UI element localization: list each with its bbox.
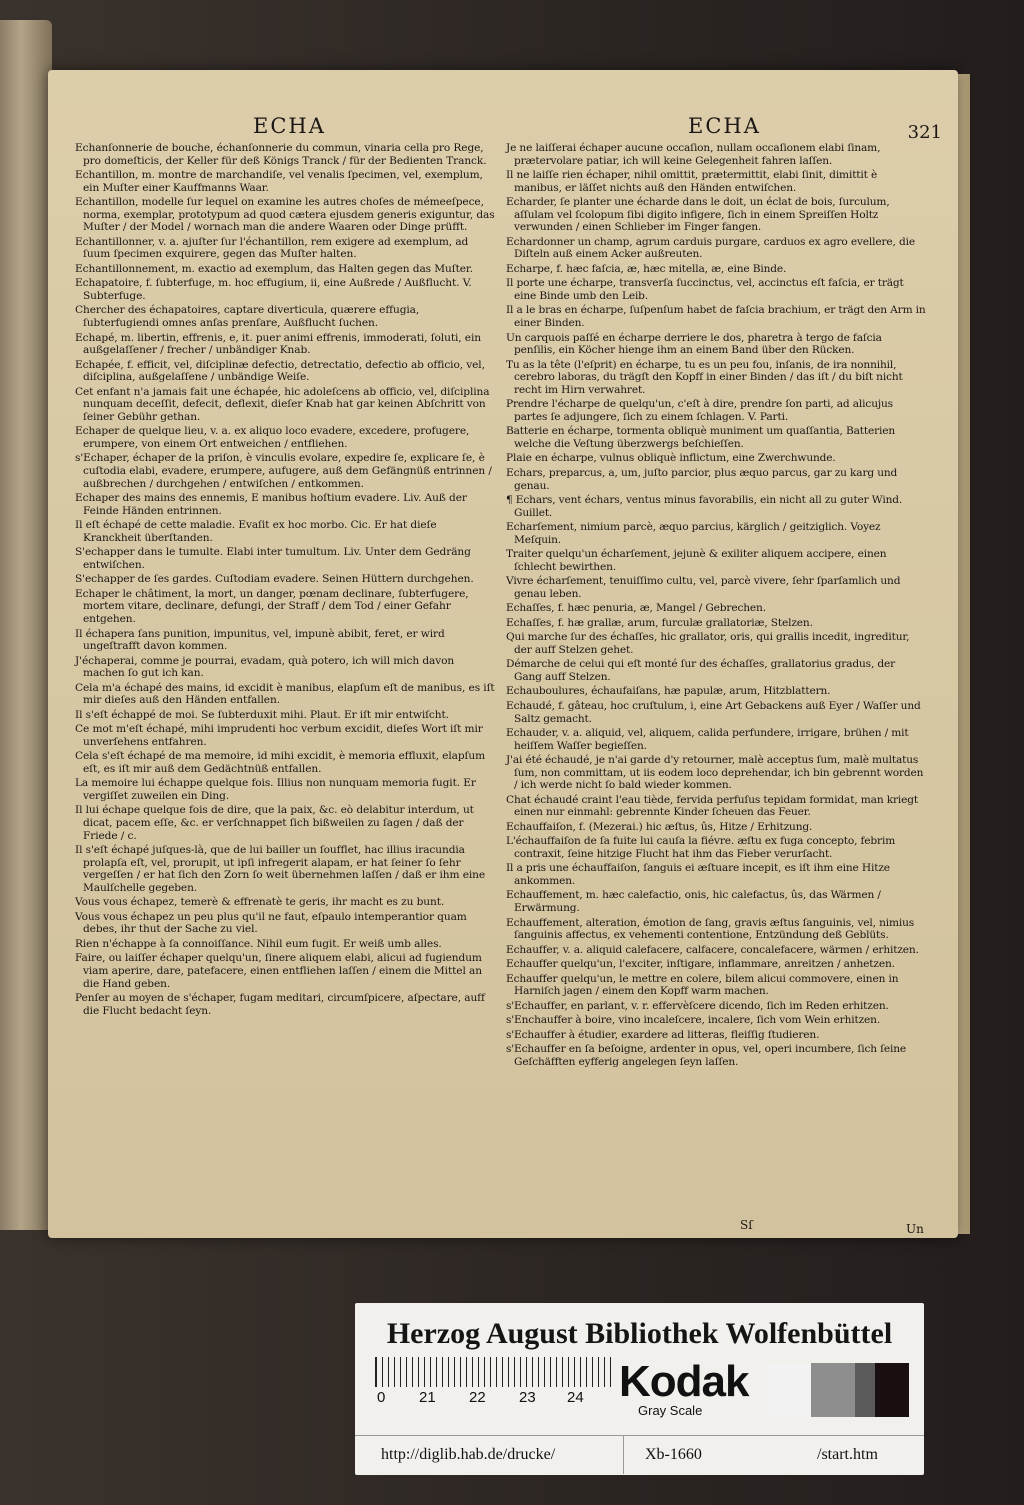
dictionary-entry: S'echapper de ſes gardes. Cuſtodiam evadere. Seinen Hüttern durchgehen. xyxy=(75,573,474,586)
dictionary-entry: Echaper le châtiment, la mort, un danger, pœnam declinare, ſubterfugere, mortem vitare, declinare, defungi, der Straff / dem Tod / einer Gefahr entgehen. xyxy=(75,587,469,626)
dictionary-entry: Cela s'eſt échapé de ma memoire, id mihi excidit, è memoria effluxit, elapſum eſt, es iſt mir auß dem Gedächtnüß entfallen. xyxy=(75,750,486,775)
divider xyxy=(623,1436,624,1474)
dictionary-entry: Il a le bras en écharpe, ſuſpenſum habet de faſcia brachium, er trägt den Arm in einer Binden. xyxy=(506,304,926,330)
start-page-url: /start.htm xyxy=(817,1446,878,1463)
dictionary-entry: Rien n'échappe à ſa connoiſſance. Nihil eum fugit. Er weiß umb alles. xyxy=(75,937,442,950)
catchword: Un xyxy=(906,1222,924,1236)
dictionary-entry: Je ne laiſſerai échaper aucune occaſion, nullam occaſionem elabi ſinam, prætervolare patiar, ich will keine Gelegenheit fahren laſſen. xyxy=(506,142,881,167)
dictionary-entry: Echapatoire, f. ſubterfuge, m. hoc effugium, ii, eine Außrede / Außflucht. V. Subterfuge. xyxy=(75,277,472,302)
gray-swatch-white xyxy=(767,1363,811,1417)
card-url-row xyxy=(355,1435,924,1474)
dictionary-entry: Echauffer quelqu'un, l'exciter, inſtigare, inflammare, anreitzen / anhetzen. xyxy=(506,958,895,971)
dictionary-entry: s'Echauffer, en parlant, v. r. effervèſcere dicendo, ſich im Reden erhitzen. xyxy=(506,999,889,1012)
dictionary-entry: Echaudé, f. gâteau, hoc cruſtulum, i, eine Art Gebackens auß Eyer / Waſſer und Saltz gemacht. xyxy=(506,699,921,725)
dictionary-entry: J'échaperai, comme je pourrai, evadam, quà potero, ich will mich davon machen ſo gut ich kan. xyxy=(75,654,455,680)
dictionary-entry: Penſer au moyen de s'échaper, fugam meditari, circumſpicere, aſpectare, auff die Flucht bedacht ſeyn. xyxy=(75,992,485,1017)
dictionary-entry: s'Echaper, échaper de la priſon, è vinculis evolare, expedire ſe, explicare ſe, è cuſtodia elabi, evadere, erumpere, aufugere, auß dem Gefängnüß entrinnen / außbrechen / durchgehen / entwiſchen / entkommen. xyxy=(75,452,492,490)
dictionary-entry: Il s'eſt échapé juſques-là, que de lui bailler un ſoufflet, hac illius iracundia prolapſa eſt, vel, prorupit, ut ipſi infregerit alapam, er hat ſeiner ſo ſehr vergeſſen / er hat ſich den Zorn ſo weit übernehmen laſſen / daß er ihm eine Maulſchelle gegeben. xyxy=(75,844,486,894)
dictionary-entry: Echauboulures, échaufaiſans, hæ papulæ, arum, Hitzblattern. xyxy=(506,685,831,698)
dictionary-entry: Echantillon, m. montre de marchandiſe, vel venalis ſpecimen, vel, exemplum, ein Muſter einer Kauffmanns Waar. xyxy=(75,169,483,194)
dictionary-entry: Echaper de quelque lieu, v. a. ex aliquo loco evadere, excedere, profugere, erumpere, von einem Ort entweichen / entfliehen. xyxy=(75,425,470,450)
dictionary-entry: Echaper des mains des ennemis, E manibus hoſtium evadere. Liv. Auß der Feinde Händen entrinnen. xyxy=(75,492,467,517)
running-header xyxy=(48,114,958,144)
dictionary-entry: J'ai été échaudé, je n'ai garde d'y retourner, malè acceptus ſum, malè multatus ſum, non committam, ut iis eodem loco deprehendar, ich bin gebrennt worden / ich werde nicht ſo bald wieder kommen. xyxy=(506,754,924,792)
gray-swatch-black xyxy=(875,1363,909,1417)
dictionary-entry: Echaſſes, f. hæc penuria, æ, Mangel / Gebrechen. xyxy=(506,602,766,615)
ruler-label: 21 xyxy=(419,1389,436,1406)
dictionary-entry: Echarſement, nimium parcè, æquo parcius, kärglich / geitziglich. Voyez Meſquin. xyxy=(506,521,881,546)
kodak-logo: Kodak xyxy=(619,1357,749,1406)
page-block-edge xyxy=(956,74,970,1234)
signature-mark: Sſ xyxy=(740,1218,753,1232)
gray-scale-label: Gray Scale xyxy=(638,1403,703,1418)
dictionary-entry: Prendre l'écharpe de quelqu'un, c'eſt à dire, prendre ſon parti, ad alicujus partes ſe adjungere, ſich zu einem ſchlagen. V. Parti. xyxy=(506,398,893,423)
dictionary-entry: Echantillonnement, m. exactio ad exemplum, das Halten gegen das Muſter. xyxy=(75,262,473,275)
dictionary-entry: Echantillon, modelle ſur lequel on examine les autres choſes de mémeeſpece, norma, exemplar, prototypum ad quod cætera ejusdem generis exiguntur, das Muſter / der Model / wornach man die andere Waaren oder Dinge prüfft. xyxy=(75,196,495,234)
left-column xyxy=(75,142,495,1019)
dictionary-entry: Il porte une écharpe, transverſa ſuccinctus, vel, accinctus eſt faſcia, er trägt eine Binde umb den Leib. xyxy=(506,277,904,302)
dictionary-entry: Vivre écharſement, tenuiſſimo cultu, vel, parcè vivere, ſehr ſparſamlich und genau leben. xyxy=(506,575,901,600)
ruler-label: 24 xyxy=(567,1389,584,1406)
dictionary-entry: Echarder, ſe planter une écharde dans le doit, un éclat de bois, ſurculum, aſſulam vel ſcolopum ſibi digito infigere, ſich in einem Spreiſſen Holtz verwunden / einen Schlieber im Finger fangen. xyxy=(506,196,890,234)
dictionary-entry: Echauffer quelqu'un, le mettre en colere, bilem alicui commovere, einen in Harniſch jagen / einem den Kopff warm machen. xyxy=(506,972,899,998)
color-calibration-card xyxy=(355,1303,924,1475)
dictionary-entry: Echauder, v. a. aliquid, vel, aliquem, calida perfundere, irrigare, brühen / mit heiſſem Waſſer begieſſen. xyxy=(506,727,909,752)
shelfmark: Xb-1660 xyxy=(645,1446,702,1463)
ruler-label: 22 xyxy=(469,1389,486,1406)
dictionary-entry: Echardonner un champ, agrum carduis purgare, carduos ex agro evellere, die Diſteln auß einem Acker außreuten. xyxy=(506,235,915,261)
dictionary-entry: Vous vous échapez, temerè & effrenatè te geris, ihr macht es zu bunt. xyxy=(75,896,445,909)
dictionary-entry: s'Enchauffer à boire, vino incaleſcere, incalere, ſich vom Wein erhitzen. xyxy=(506,1014,881,1027)
dictionary-entry: Echantillonner, v. a. ajuſter ſur l'échantillon, rem exigere ad exemplum, ad ſuum ſpecimen exquirere, gegen das Muſter halten. xyxy=(75,235,469,261)
dictionary-entry: Il lui échape quelque fois de dire, que la paix, &c. eò delabitur interdum, ut dicat, pacem eſſe, &c. er verſchnappet ſich bißweilen zu ſagen / daß der Friede / c. xyxy=(75,804,474,842)
scale-ruler xyxy=(375,1357,616,1387)
dictionary-entry: Echanſonnerie de bouche, échanſonnerie du commun, vinaria cella pro Rege, pro domeſticis, der Keller für deß Königs Tranck / für der Bedienten Tranck. xyxy=(75,142,487,167)
gray-swatch-mid xyxy=(811,1363,855,1417)
dictionary-entry: Traiter quelqu'un écharſement, jejunè & exiliter aliquem accipere, einen ſchlecht bewirthen. xyxy=(506,548,887,573)
dictionary-entry: Echauffaiſon, f. (Mezerai.) hic æſtus, ûs, Hitze / Erhitzung. xyxy=(506,820,813,833)
dictionary-entry: Il échapera ſans punition, impunitus, vel, impunè abibit, feret, er wird ungeſtrafft davon kommen. xyxy=(75,627,445,653)
dictionary-entry: Echars, preparcus, a, um, juſto parcior, plus æquo parcus, gar zu karg und genau. xyxy=(506,466,898,492)
dictionary-entry: Cet enfant n'a jamais fait une échapée, hic adoleſcens ab officio, vel, diſciplina nunquam deceſſit, defecit, deflexit, dieſer Knab hat gar keinen Abſchritt von ſeiner Gebühr gethan. xyxy=(75,385,490,423)
dictionary-entry: Tu as la tête (l'eſprit) en écharpe, tu es un peu fou, inſanis, de ira nonnihil, cerebro laboras, du trägſt den Kopff in einer Binden / das iſt / du biſt nicht recht im Hirn verwahret. xyxy=(506,358,903,396)
dictionary-entry: Echauffement, alteration, émotion de ſang, gravis æſtus ſanguinis, vel, nimius ſanguinis affectus, ex vehementi contentione, Entzündung deß Geblüts. xyxy=(506,916,915,942)
dictionary-entry: La memoire lui échappe quelque fois. Illius non nunquam memoria fugit. Er vergiſſet zuweilen ein Ding. xyxy=(75,777,476,802)
digital-library-url: http://diglib.hab.de/drucke/ xyxy=(381,1446,556,1463)
ruler-label: 23 xyxy=(519,1389,536,1406)
dictionary-entry: Echapée, f. efficit, vel, diſciplinæ defectio, detrectatio, defectio ab officio, vel, diſciplina, außgelaſſene / unbändige Weiſe. xyxy=(75,358,485,384)
dictionary-entry: Ce mot m'eſt échapé, mihi imprudenti hoc verbum excidit, dieſes Wort iſt mir unverſehens entfahren. xyxy=(75,723,483,748)
page-number: 321 xyxy=(907,122,942,143)
dictionary-entry: s'Echauffer à étudier, exardere ad litteras, fleiſſig ſtudieren. xyxy=(506,1028,820,1041)
previous-page-edge xyxy=(0,20,52,1230)
dictionary-entry: Vous vous échapez un peu plus qu'il ne faut, eſpaulo intemperantior quam debes, ihr thut der Sache zu viel. xyxy=(75,910,467,936)
dictionary-entry: Un carquois paſſé en écharpe derriere le dos, pharetra à tergo de faſcia penſilis, ein Köcher hienge ihm an einem Band über den Rücken. xyxy=(506,331,882,357)
dictionary-entry: Il s'eſt échappé de moi. Se ſubterduxit mihi. Plaut. Er iſt mir entwiſcht. xyxy=(75,708,449,721)
dictionary-entry: L'échauffaiſon de ſa fuite lui cauſa la fiévre. æſtu ex fuga concepto, febrim contraxit, ſeine hitzige Flucht hat ihm das Fieber verurſacht. xyxy=(506,835,896,860)
dictionary-entry: Echauffement, m. hæc calefactio, onis, hic calefactus, ûs, das Wärmen / Erwärmung. xyxy=(506,889,881,915)
dictionary-entry: ¶ Echars, vent échars, ventus minus favorabilis, ein nicht all zu guter Wind. Guillet. xyxy=(506,494,903,519)
dictionary-entry: Chercher des échapatoires, captare diverticula, quærere effugia, ſubterfugiendi omnes anſas prenſare, Außflucht ſuchen. xyxy=(75,304,420,330)
dictionary-entry: Démarche de celui qui eſt monté ſur des échaſſes, grallatorius gradus, der Gang auff Stelzen. xyxy=(506,658,896,683)
dictionary-entry: Echapé, m. libertin, effrenis, e, it. puer animi effrenis, immoderati, ſoluti, ein außgelaſſener / frecher / unbändiger Knab. xyxy=(75,331,481,357)
dictionary-entry: Il a pris une échauffaiſon, ſanguis ei æſtuare incepit, es iſt ihm eine Hitze ankommen. xyxy=(506,862,890,887)
dictionary-entry: Faire, ou laiſſer échaper quelqu'un, ſinere aliquem elabi, alicui ad fugiendum viam aperire, dare, patefacere, einen entfliehen laſſen / einem die Mittel an die Hand geben. xyxy=(75,952,482,990)
dictionary-entry: Il ne laiſſe rien échaper, nihil omittit, prætermittit, elabi ſinit, dimittit è manibus, er läſſet nichts auß den Händen entwiſchen. xyxy=(506,169,878,194)
dictionary-entry: Il eſt échapé de cette maladie. Evaſit ex hoc morbo. Cic. Er hat dieſe Kranckheit überſtanden. xyxy=(75,519,437,544)
ruler-label: 0 xyxy=(377,1389,386,1406)
right-column xyxy=(506,142,926,1070)
dictionary-entry: Qui marche ſur des échaſſes, hic grallator, oris, qui grallis incedit, ingreditur, der auff Stelzen gehet. xyxy=(506,631,910,656)
dictionary-entry: Batterie en écharpe, tormenta obliquè muniment um quaſſantia, Batterien welche die Veſtung überzwergs beſchieſſen. xyxy=(506,425,896,450)
dictionary-entry: Plaie en écharpe, vulnus obliquè inflictum, eine Zwerchwunde. xyxy=(506,452,836,465)
dictionary-entry: Cela m'a échapé des mains, id excidit è manibus, elapſum eſt de manibus, es iſt mir dieſes auß den Händen entfallen. xyxy=(75,681,495,707)
dictionary-entry: Echaſſes, f. hæ grallæ, arum, furculæ grallatoriæ, Stelzen. xyxy=(506,616,813,629)
dictionary-entry: Chat échaudé craint l'eau tiède, fervida perfuſus tepidam formidat, man kriegt einen nur einmahl: gebrennte Kinder ſcheuen das Feuer. xyxy=(506,793,918,819)
dictionary-entry: Echarpe, f. hæc faſcia, æ, hæc mitella, æ, eine Binde. xyxy=(506,262,787,275)
library-title: Herzog August Bibliothek Wolfenbüttel xyxy=(386,1317,893,1350)
left-headword: ECHA xyxy=(253,114,326,138)
dictionary-entry: Echauffer, v. a. aliquid calefacere, calfacere, concalefacere, wärmen / erhitzen. xyxy=(506,943,919,956)
dictionary-entry: S'echapper dans le tumulte. Elabi inter tumultum. Liv. Unter dem Gedräng entwiſchen. xyxy=(75,546,471,571)
right-headword: ECHA xyxy=(688,114,761,138)
book-page xyxy=(48,70,958,1238)
dictionary-entry: s'Echauffer en ſa beſoigne, ardenter in opus, vel, operi incumbere, ſich ſeine Geſchäfften eyfferig angelegen ſeyn laſſen. xyxy=(506,1043,907,1068)
